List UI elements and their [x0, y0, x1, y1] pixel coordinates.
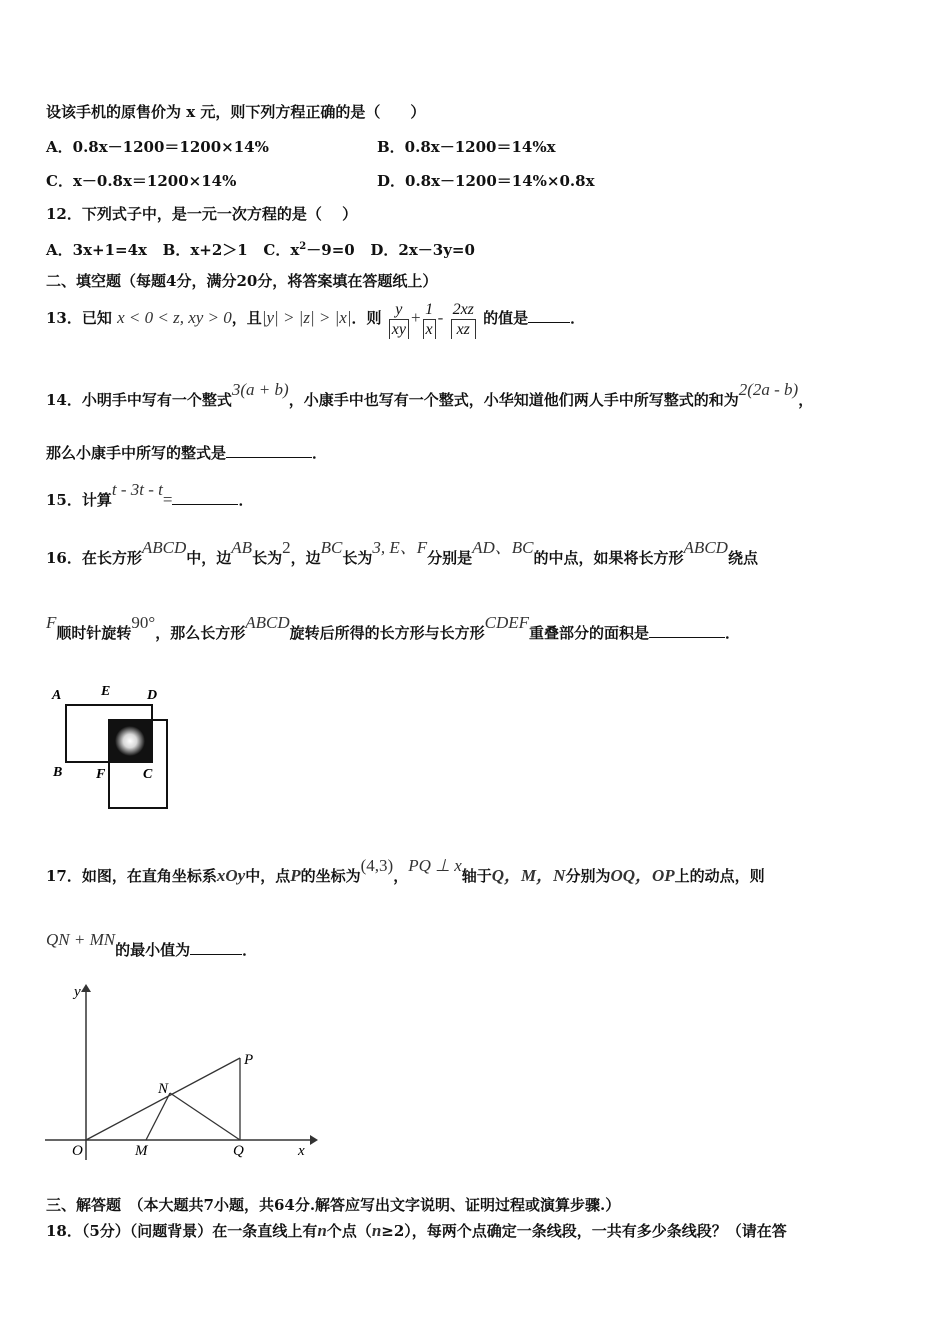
label-o: O	[72, 1143, 83, 1159]
q14-line-1: 14．小明手中写有一个整式3(a + b)，小康手中也写有一个整式，小华知道他们两人手中所写整式的和为2(2a - b)，	[46, 380, 814, 409]
q11-option-b: B．0.8x－1200＝14%x	[377, 138, 556, 156]
q14-expression-2: 2(2a - b)	[738, 380, 799, 399]
q13-condition-2: |y| > |z| > |x|	[261, 308, 352, 327]
label-b: B	[53, 765, 63, 780]
segment-op	[86, 1058, 240, 1140]
q17-line-2: QN + MN的最小值为 ．	[46, 930, 258, 959]
q12-options	[46, 237, 475, 260]
q14-answer-blank[interactable]	[226, 443, 312, 458]
q11-option-a: A．0.8x－1200＝1200×14%	[46, 138, 269, 156]
q12-option-b: B．x+2＞1	[162, 241, 248, 259]
q12-stem: 12．下列式子中，是一元一次方程的是（ ）	[46, 205, 358, 223]
segment-mn	[146, 1093, 170, 1140]
q13-answer-blank[interactable]	[528, 308, 570, 323]
q12-option-c: C．$x^2-9=0$	[263, 241, 355, 259]
q13-fraction-1: $\frac{y}{xy}$	[389, 300, 409, 339]
x-axis-arrow	[310, 1135, 318, 1145]
q13: 13．已知 x < 0 < z, xy > 0，且|y| > |z| > |x|．则 $\frac{y}{xy}$ + $\frac{1}{x}$ - $\frac{2xz}{xz}$ 的值是 ．	[46, 300, 586, 338]
q11-option-c: C．x－0.8x＝1200×14%	[46, 172, 237, 190]
q15-expression: t - 3t - t	[111, 480, 163, 499]
label-c: C	[143, 767, 153, 782]
q15: 15．计算t - 3t - t= ．	[46, 480, 254, 509]
overlap-highlight	[115, 726, 145, 756]
q12-option-d: D．2x－3y=0	[370, 241, 475, 259]
section-2-heading: 二、填空题（每题4分，满分20分，将答案填在答题纸上）	[46, 272, 438, 290]
q11-stem: 设该手机的原售价为 x 元，则下列方程正确的是（ ）	[46, 103, 426, 121]
label-p: P	[244, 1052, 254, 1068]
label-d: D	[147, 688, 158, 703]
label-f: F	[96, 767, 106, 782]
label-y: y	[74, 984, 81, 1000]
label-x: x	[298, 1143, 305, 1159]
q18: 18．（5分）（问题背景）在一条直线上有n个点（n≥2），每两个点确定一条线段，一共有多少条线段？（请在答	[46, 1221, 787, 1240]
q14-expression-1: 3(a + b)	[231, 380, 289, 399]
label-m: M	[135, 1143, 148, 1159]
q13-fraction-2: $\frac{1}{x}$	[423, 300, 436, 339]
section-3-heading: 三、解答题 （本大题共7小题，共64分.解答应写出文字说明、证明过程或演算步骤.）	[46, 1196, 621, 1214]
q17-coordinate-figure	[40, 980, 330, 1165]
q13-condition-1: x < 0 < z, xy > 0	[117, 308, 232, 327]
q16-line-2: F顺时针旋转90°，那么长方形ABCD旋转后所得的长方形与长方形CDEF重叠部分的面积是 ．	[46, 613, 741, 642]
q16-answer-blank[interactable]	[649, 623, 725, 638]
q11-option-d: D．0.8x－1200＝14%×0.8x	[377, 172, 595, 190]
label-n: N	[158, 1081, 169, 1097]
label-q: Q	[233, 1143, 244, 1159]
q14-line-2: 那么小康手中所写的整式是 ．	[46, 444, 328, 462]
segment-nq	[170, 1093, 240, 1140]
q12-option-a: A．3x+1=4x	[46, 241, 147, 259]
q15-answer-blank[interactable]	[172, 490, 238, 505]
q13-fraction-3: $\frac{2xz}{xz}$	[452, 300, 474, 338]
q16-line-1: 16．在长方形ABCD中，边AB长为2，边BC长为3, E、F分别是AD、BC的中点，如果将长方形ABCD绕点	[46, 538, 758, 567]
q17-answer-blank[interactable]	[190, 940, 242, 955]
q17-line-1: 17．如图，在直角坐标系xOy中，点P的坐标为(4,3)，PQ ⊥ x轴于Q，M，N分别为OQ，OP上的动点，则	[46, 856, 765, 885]
y-axis-arrow	[81, 984, 91, 992]
q16-rectangle-figure	[44, 680, 184, 820]
label-e: E	[101, 684, 111, 699]
label-a: A	[52, 688, 62, 703]
